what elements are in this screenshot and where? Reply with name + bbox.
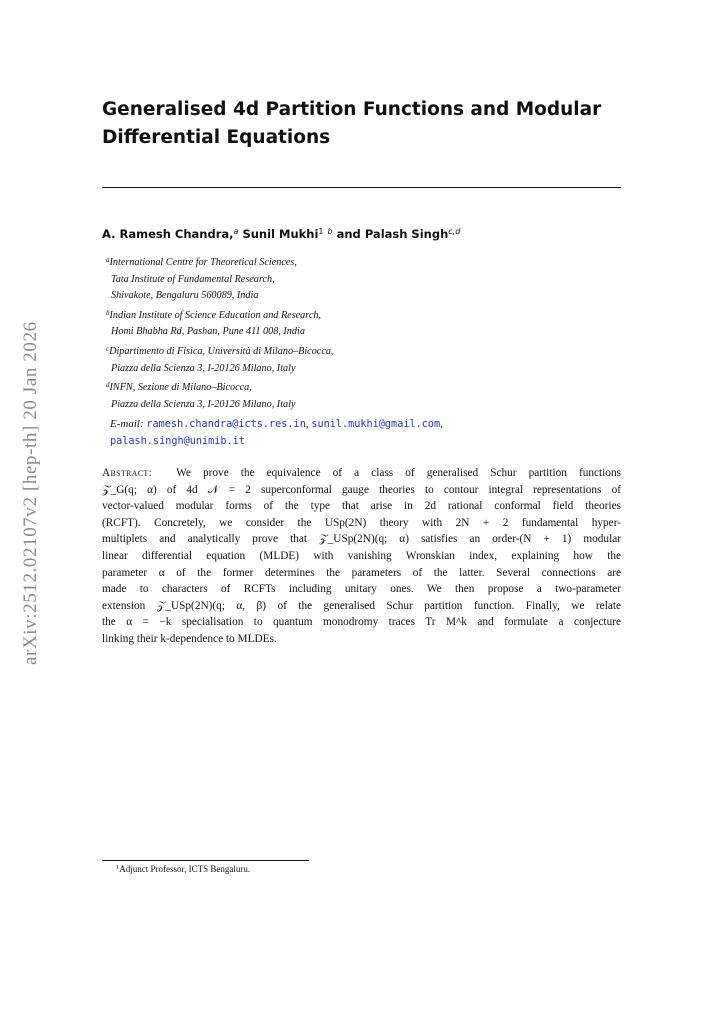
affiliation-c xyxy=(106,341,586,361)
affiliation-d-line-2: Piazza della Scienza 3, I-20126 Milano, Italy xyxy=(111,398,296,410)
author-2-affil: b xyxy=(327,227,333,236)
abstract-text: We prove the equivalence of a class of generalised Schur partition functions xyxy=(176,467,621,479)
affiliation-d-name: INFN, Sezione di Milano–Bicocca, xyxy=(109,382,252,394)
affiliations xyxy=(106,252,586,413)
affiliation-a-line-3: Shivakote, Bengaluru 560089, India xyxy=(111,290,259,302)
abstract-line: the α = −k specialisation to quantum monodromy traces Tr M^k and formulate a conjecture xyxy=(102,616,621,629)
author-3-affil: c,d xyxy=(448,227,461,236)
email-separator: , xyxy=(305,418,309,430)
footnote xyxy=(116,864,250,874)
affiliation-c-name: Dipartimento di Fisica, Università di Milano–Bicocca, xyxy=(109,345,334,357)
email-block xyxy=(110,416,610,450)
affiliation-a-mark: a xyxy=(106,256,110,264)
affiliation-c-mark: c xyxy=(106,344,110,353)
abstract-line: (RCFT). Concretely, we consider the USp(2N) theory with 2N + 2 fundamental hyper- xyxy=(102,516,621,529)
author-list xyxy=(102,227,460,241)
abstract xyxy=(102,465,621,648)
affiliation-a-name: International Centre for Theoretical Sciences, xyxy=(109,257,297,268)
title-rule xyxy=(102,187,621,188)
footnote-text: Adjunct Professor, ICTS Bengaluru. xyxy=(119,864,251,874)
affiliation-b xyxy=(106,305,586,325)
footnote-mark: 1 xyxy=(116,864,120,871)
author-and: and xyxy=(336,227,361,241)
abstract-line: linear differential equation (MLDE) with vanishing Wronskian index, explaining how the xyxy=(102,549,621,562)
abstract-line: vector-valued modular forms of the type that arise in 2d rational conformal field theories xyxy=(102,500,621,513)
affiliation-a xyxy=(106,252,586,272)
title-line-2: Differential Equations xyxy=(102,127,331,148)
email-link-2[interactable]: sunil.mukhi@gmail.com xyxy=(311,419,441,430)
affiliation-b-mark: b xyxy=(106,308,110,317)
author-1: A. Ramesh Chandra, xyxy=(102,227,234,241)
paper-title xyxy=(102,96,622,152)
abstract-line: extension 𝒵_USp(2N)(q; α, β) of the generalised Schur partition function. Finally, we relate xyxy=(102,599,621,612)
affiliation-d xyxy=(106,377,586,397)
abstract-line: parameter α of the former determines the parameters of the latter. Several connections are xyxy=(102,566,621,579)
affiliation-b-name: Indian Institute of Science Education and Research, xyxy=(109,309,322,321)
author-2: Sunil Mukhi xyxy=(242,227,319,241)
author-1-affil: a xyxy=(233,227,239,236)
title-line-1: Generalised 4d Partition Functions and Modular xyxy=(102,99,602,120)
email-link-1[interactable]: ramesh.chandra@icts.res.in xyxy=(146,419,306,430)
abstract-line xyxy=(102,465,621,482)
arxiv-identifier: arXiv:2512.02107v2 [hep-th] 20 Jan 2026 xyxy=(20,321,41,665)
email-separator: , xyxy=(440,418,443,430)
affiliation-b-line-2: Homi Bhabha Rd, Pashan, Pune 411 008, India xyxy=(111,326,305,338)
affiliation-d-mark: d xyxy=(106,381,110,390)
footnote-rule xyxy=(102,860,309,861)
abstract-heading: Abstract: xyxy=(102,467,153,479)
abstract-line: made to characters of RCFTs including unitary ones. We then propose a two-parameter xyxy=(102,583,621,596)
abstract-line: 𝒵_G(q; α) of 4d 𝒩 = 2 superconformal gauge theories to contour integral representations of xyxy=(102,483,621,496)
affiliation-c-line-2: Piazza della Scienza 3, I-20126 Milano, Italy xyxy=(111,362,296,374)
email-label: E-mail: xyxy=(110,418,144,430)
author-2-footnote-mark: 1 xyxy=(318,227,324,236)
abstract-line: multiplets and analytically prove that 𝒵_USp(2N)(q; α) satisfies an order-(N + 1) modular xyxy=(102,533,621,546)
abstract-line: linking their k-dependence to MLDEs. xyxy=(102,632,277,645)
author-3: Palash Singh xyxy=(364,227,449,241)
affiliation-a-line-2: Tata Institute of Fundamental Research, xyxy=(111,273,275,285)
email-link-3[interactable]: palash.singh@unimib.it xyxy=(110,436,245,447)
